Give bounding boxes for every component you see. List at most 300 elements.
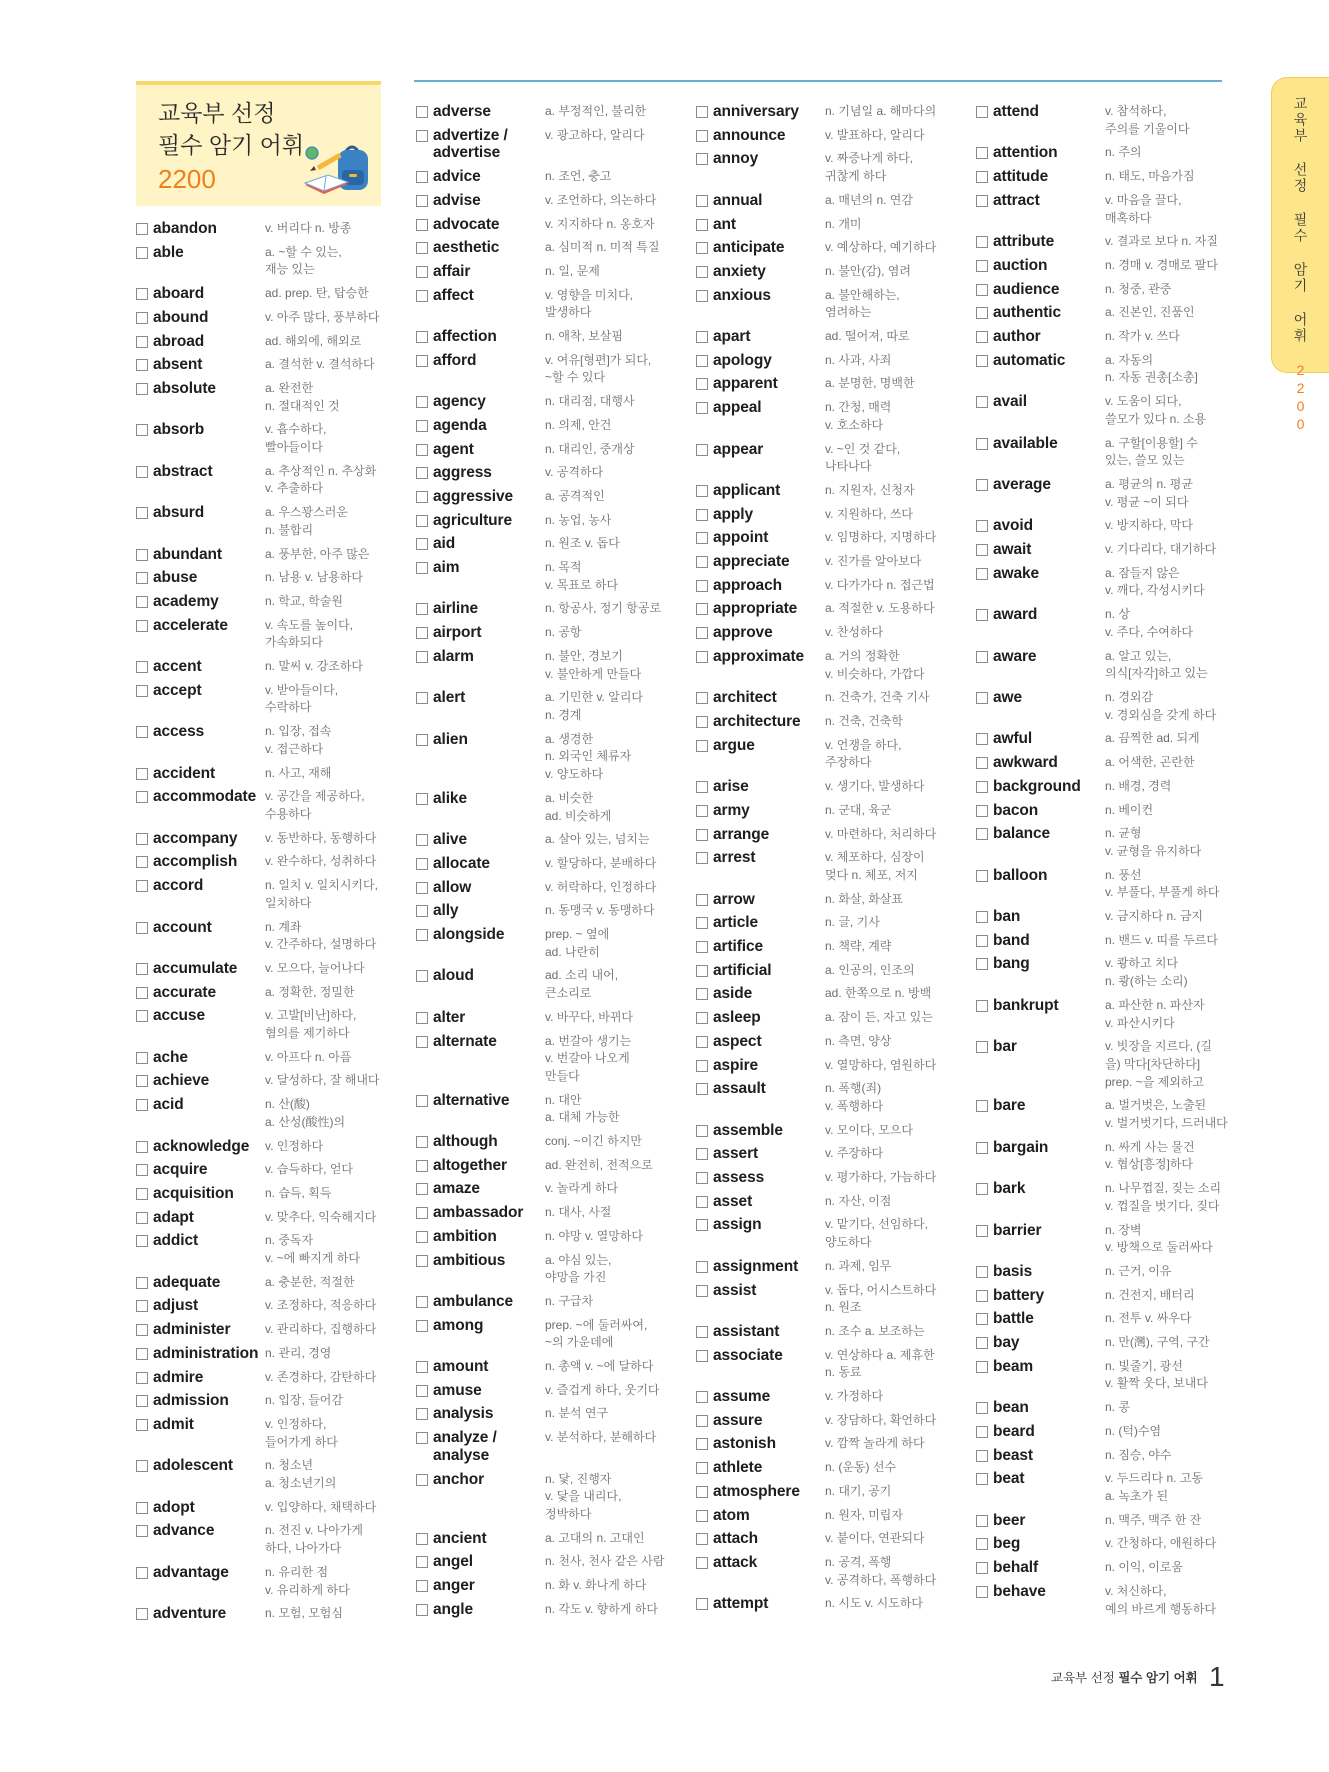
entry-checkbox[interactable]	[136, 466, 148, 478]
entry-checkbox[interactable]	[696, 1148, 708, 1160]
entry-definition	[1105, 476, 1241, 511]
vocab-entry	[416, 1290, 682, 1314]
entry-checkbox[interactable]	[136, 1502, 148, 1514]
entry-checkbox[interactable]	[416, 195, 428, 207]
entry-checkbox[interactable]	[416, 1385, 428, 1397]
entry-checkbox[interactable]	[976, 1361, 988, 1373]
entry-checkbox[interactable]	[696, 1462, 708, 1474]
entry-word: addict	[153, 1232, 199, 1250]
entry-checkbox[interactable]	[416, 130, 428, 142]
entry-checkbox[interactable]	[976, 935, 988, 947]
vocab-entry	[416, 1225, 682, 1249]
entry-checkbox[interactable]	[136, 1164, 148, 1176]
vocab-entry	[696, 100, 962, 124]
entry-definition	[545, 879, 681, 897]
entry-word: aim	[433, 559, 460, 577]
vocab-entry	[416, 556, 682, 597]
entry-checkbox[interactable]	[696, 1012, 708, 1024]
definition-line: v. 임명하다, 지명하다	[825, 530, 937, 545]
vocab-entry	[136, 1602, 402, 1626]
definition-line: v. 평가하다, 가늠하다	[825, 1170, 937, 1185]
entry-checkbox[interactable]	[696, 485, 708, 497]
entry-checkbox[interactable]	[696, 716, 708, 728]
entry-word: astonish	[713, 1435, 776, 1453]
entry-word: audience	[993, 280, 1060, 298]
entry-checkbox[interactable]	[416, 396, 428, 408]
vocab-entry	[976, 1260, 1242, 1284]
definition-line: n. 콩	[1105, 1400, 1130, 1415]
entry-definition	[545, 1009, 681, 1027]
entry-checkbox[interactable]	[136, 1372, 148, 1384]
entry-checkbox[interactable]	[696, 1036, 708, 1048]
entry-checkbox[interactable]	[976, 1515, 988, 1527]
entry-checkbox[interactable]	[416, 627, 428, 639]
definition-line: n. 기념일 a. 해마다의	[825, 104, 937, 118]
entry-checkbox[interactable]	[696, 153, 708, 165]
definition-line: v. 가정하다	[825, 1389, 884, 1404]
entry-checkbox[interactable]	[416, 1474, 428, 1486]
entry-definition	[545, 328, 681, 346]
definition-line: a. 충분한, 적절한	[265, 1274, 355, 1289]
entry-checkbox[interactable]	[136, 1235, 148, 1247]
entry-checkbox[interactable]	[696, 988, 708, 1000]
entry-checkbox[interactable]	[976, 1100, 988, 1112]
entry-checkbox[interactable]	[976, 651, 988, 663]
entry-word: assemble	[713, 1121, 783, 1139]
entry-checkbox[interactable]	[136, 880, 148, 892]
entry-checkbox[interactable]	[696, 266, 708, 278]
entry-checkbox[interactable]	[976, 781, 988, 793]
entry-word: awful	[993, 730, 1033, 748]
entry-checkbox[interactable]	[136, 791, 148, 803]
definition-line: v. 모이다, 모으다	[825, 1122, 913, 1137]
entry-checkbox[interactable]	[416, 1408, 428, 1420]
entry-checkbox[interactable]	[416, 242, 428, 254]
entry-checkbox[interactable]	[976, 1538, 988, 1550]
entry-checkbox[interactable]	[696, 627, 708, 639]
definition-line: v. 양도하다	[545, 767, 604, 782]
entry-checkbox[interactable]	[976, 260, 988, 272]
entry-checkbox[interactable]	[976, 733, 988, 745]
entry-checkbox[interactable]	[976, 828, 988, 840]
entry-checkbox[interactable]	[416, 1556, 428, 1568]
vocab-entry	[136, 1158, 402, 1182]
entry-checkbox[interactable]	[976, 1266, 988, 1278]
entry-checkbox[interactable]	[696, 1172, 708, 1184]
entry-checkbox[interactable]	[416, 1361, 428, 1373]
entry-checkbox[interactable]	[136, 507, 148, 519]
entry-definition	[545, 464, 681, 482]
entry-checkbox[interactable]	[136, 1212, 148, 1224]
entry-definition	[1105, 1470, 1241, 1505]
entry-checkbox[interactable]	[976, 195, 988, 207]
entry-checkbox[interactable]	[976, 147, 988, 159]
entry-checkbox[interactable]	[696, 1326, 708, 1338]
vocab-entry	[976, 1444, 1242, 1468]
entry-checkbox[interactable]	[416, 562, 428, 574]
definition-line: 만들다	[545, 1068, 580, 1083]
definition-line: v. 생기다, 발생하다	[825, 779, 925, 794]
entry-word: aggress	[433, 464, 492, 482]
entry-checkbox[interactable]	[416, 1136, 428, 1148]
entry-checkbox[interactable]	[696, 894, 708, 906]
entry-checkbox[interactable]	[976, 1225, 988, 1237]
entry-checkbox[interactable]	[136, 1525, 148, 1537]
entry-checkbox[interactable]	[416, 420, 428, 432]
entry-checkbox[interactable]	[976, 870, 988, 882]
entry-checkbox[interactable]	[416, 1255, 428, 1267]
entry-checkbox[interactable]	[696, 402, 708, 414]
entry-checkbox[interactable]	[696, 1350, 708, 1362]
entry-checkbox[interactable]	[136, 685, 148, 697]
entry-checkbox[interactable]	[976, 1290, 988, 1302]
entry-definition	[825, 1145, 961, 1163]
entry-checkbox[interactable]	[416, 905, 428, 917]
entry-definition	[545, 263, 681, 281]
entry-checkbox[interactable]	[136, 922, 148, 934]
entry-word: avoid	[993, 517, 1033, 535]
entry-checkbox[interactable]	[416, 1533, 428, 1545]
entry-checkbox[interactable]	[136, 1608, 148, 1620]
entry-checkbox[interactable]	[976, 396, 988, 408]
entry-checkbox[interactable]	[696, 740, 708, 752]
entry-checkbox[interactable]	[976, 692, 988, 704]
entry-checkbox[interactable]	[696, 130, 708, 142]
entry-checkbox[interactable]	[696, 651, 708, 663]
entry-checkbox[interactable]	[416, 515, 428, 527]
definition-line: v. 관리하다, 집행하다	[265, 1322, 377, 1337]
entry-word: anniversary	[713, 103, 799, 120]
entry-checkbox[interactable]	[696, 1060, 708, 1072]
entry-checkbox[interactable]	[696, 509, 708, 521]
definition-line: v. 놀라게 하다	[545, 1181, 619, 1196]
entry-definition	[545, 216, 681, 234]
entry-checkbox[interactable]	[976, 568, 988, 580]
entry-checkbox[interactable]	[416, 171, 428, 183]
entry-checkbox[interactable]	[976, 1450, 988, 1462]
entry-checkbox[interactable]	[976, 1142, 988, 1154]
entry-checkbox[interactable]	[976, 106, 988, 118]
entry-checkbox[interactable]	[136, 856, 148, 868]
entry-checkbox[interactable]	[136, 987, 148, 999]
definition-line: v. 흡수하다,	[265, 422, 327, 437]
vocab-entry	[696, 526, 962, 550]
entry-checkbox[interactable]	[416, 355, 428, 367]
entry-checkbox[interactable]	[416, 858, 428, 870]
entry-checkbox[interactable]	[136, 768, 148, 780]
vocab-entry	[416, 390, 682, 414]
entry-checkbox[interactable]	[416, 538, 428, 550]
entry-checkbox[interactable]	[976, 1473, 988, 1485]
entry-definition	[825, 1459, 961, 1477]
entry-checkbox[interactable]	[696, 331, 708, 343]
entry-checkbox[interactable]	[136, 833, 148, 845]
entry-checkbox[interactable]	[976, 438, 988, 450]
entry-checkbox[interactable]	[136, 963, 148, 975]
entry-definition	[265, 877, 401, 912]
definition-line: n. 모험, 모험심	[265, 1606, 343, 1621]
definition-line: v. 마련하다, 처리하다	[825, 826, 937, 841]
entry-checkbox[interactable]	[696, 580, 708, 592]
entry-checkbox[interactable]	[136, 336, 148, 348]
vocab-entry	[976, 1396, 1242, 1420]
entry-checkbox[interactable]	[696, 692, 708, 704]
entry-checkbox[interactable]	[696, 1557, 708, 1569]
entry-checkbox[interactable]	[696, 290, 708, 302]
entry-checkbox[interactable]	[696, 1598, 708, 1610]
entry-checkbox[interactable]	[136, 661, 148, 673]
entry-checkbox[interactable]	[416, 834, 428, 846]
entry-checkbox[interactable]	[696, 1438, 708, 1450]
definition-line: n. 입장, 접속	[265, 724, 332, 739]
entry-checkbox[interactable]	[696, 444, 708, 456]
entry-checkbox[interactable]	[136, 383, 148, 395]
entry-checkbox[interactable]	[136, 1567, 148, 1579]
entry-checkbox[interactable]	[976, 911, 988, 923]
entry-checkbox[interactable]	[136, 572, 148, 584]
entry-checkbox[interactable]	[416, 603, 428, 615]
entry-checkbox[interactable]	[696, 556, 708, 568]
vocab-entry	[136, 916, 402, 957]
entry-checkbox[interactable]	[136, 1419, 148, 1431]
entry-checkbox[interactable]	[416, 1432, 428, 1444]
entry-checkbox[interactable]	[696, 1196, 708, 1208]
definition-line: a. 잠이 든, 자고 있는	[825, 1010, 933, 1025]
entry-checkbox[interactable]	[136, 359, 148, 371]
definition-line: ad. 소리 내어,	[545, 968, 619, 983]
definition-line: n. 공격, 폭행	[825, 1555, 892, 1569]
vocab-entry	[976, 189, 1242, 230]
entry-word: arrest	[713, 849, 756, 867]
entry-checkbox[interactable]	[976, 1562, 988, 1574]
entry-checkbox[interactable]	[696, 1415, 708, 1427]
definition-line: n. 배경, 경력	[1105, 778, 1172, 793]
entry-checkbox[interactable]	[416, 444, 428, 456]
entry-checkbox[interactable]	[416, 1296, 428, 1308]
entry-checkbox[interactable]	[696, 378, 708, 390]
entry-checkbox[interactable]	[976, 1586, 988, 1598]
entry-checkbox[interactable]	[136, 1324, 148, 1336]
entry-checkbox[interactable]	[416, 1580, 428, 1592]
entry-checkbox[interactable]	[136, 726, 148, 738]
entry-checkbox[interactable]	[416, 1320, 428, 1332]
vocab-entry	[136, 850, 402, 874]
vocab-entry	[696, 213, 962, 237]
entry-checkbox[interactable]	[696, 1219, 708, 1231]
entry-checkbox[interactable]	[696, 532, 708, 544]
entry-word: accomplish	[153, 853, 238, 871]
entry-checkbox[interactable]	[976, 958, 988, 970]
entry-checkbox[interactable]	[976, 1313, 988, 1325]
vocab-entry	[696, 935, 962, 959]
entry-checkbox[interactable]	[416, 1095, 428, 1107]
entry-checkbox[interactable]	[416, 1160, 428, 1172]
entry-checkbox[interactable]	[696, 1391, 708, 1403]
definition-line: v. 균형을 유지하다	[1105, 843, 1202, 858]
entry-word: allocate	[433, 854, 490, 872]
entry-definition	[1105, 257, 1241, 275]
entry-checkbox[interactable]	[696, 1261, 708, 1273]
entry-checkbox[interactable]	[696, 941, 708, 953]
entry-checkbox[interactable]	[136, 247, 148, 259]
entry-checkbox[interactable]	[976, 479, 988, 491]
entry-checkbox[interactable]	[416, 1012, 428, 1024]
entry-checkbox[interactable]	[696, 1285, 708, 1297]
entry-word: ambulance	[433, 1292, 514, 1310]
entry-checkbox[interactable]	[416, 929, 428, 941]
definition-line: v. 참석하다,	[1105, 104, 1167, 118]
entry-checkbox[interactable]	[136, 1010, 148, 1022]
entry-checkbox[interactable]	[416, 106, 428, 118]
entry-word: agency	[433, 393, 486, 411]
entry-word: barrier	[993, 1221, 1042, 1239]
entry-checkbox[interactable]	[696, 917, 708, 929]
entry-checkbox[interactable]	[696, 1486, 708, 1498]
entry-checkbox[interactable]	[976, 355, 988, 367]
entry-checkbox[interactable]	[976, 236, 988, 248]
entry-checkbox[interactable]	[696, 106, 708, 118]
entry-checkbox[interactable]	[696, 1510, 708, 1522]
entry-checkbox[interactable]	[976, 284, 988, 296]
entry-checkbox[interactable]	[416, 882, 428, 894]
definition-line: v. ~에 빠지게 하다	[265, 1251, 361, 1266]
vocab-entry	[416, 621, 682, 645]
entry-checkbox[interactable]	[976, 805, 988, 817]
entry-checkbox[interactable]	[696, 852, 708, 864]
entry-checkbox[interactable]	[976, 331, 988, 343]
definition-line: n. (운동) 선수	[825, 1460, 897, 1475]
entry-checkbox[interactable]	[416, 1207, 428, 1219]
entry-checkbox[interactable]	[136, 549, 148, 561]
definition-line: n. 전투 v. 싸우다	[1105, 1311, 1192, 1326]
entry-checkbox[interactable]	[976, 1000, 988, 1012]
entry-checkbox[interactable]	[696, 1533, 708, 1545]
vocab-entry	[696, 888, 962, 912]
vocab-entry	[416, 923, 682, 964]
entry-checkbox[interactable]	[136, 424, 148, 436]
definition-line: n. 대안	[545, 1092, 582, 1107]
entry-definition	[825, 506, 961, 524]
entry-definition	[265, 421, 401, 456]
entry-checkbox[interactable]	[136, 1075, 148, 1087]
entry-checkbox[interactable]	[976, 1183, 988, 1195]
entry-checkbox[interactable]	[696, 603, 708, 615]
entry-word: attitude	[993, 168, 1049, 186]
vocab-entry	[136, 1294, 402, 1318]
vocab-entry	[416, 686, 682, 727]
definition-line: ad. 완전히, 전적으로	[545, 1157, 653, 1172]
entry-checkbox[interactable]	[416, 491, 428, 503]
entry-checkbox[interactable]	[136, 1188, 148, 1200]
entry-checkbox[interactable]	[696, 1125, 708, 1137]
entry-checkbox[interactable]	[976, 1402, 988, 1414]
entry-checkbox[interactable]	[696, 1083, 708, 1095]
entry-checkbox[interactable]	[976, 1426, 988, 1438]
entry-checkbox[interactable]	[416, 734, 428, 746]
vocab-entry	[136, 353, 402, 377]
entry-checkbox[interactable]	[136, 1300, 148, 1312]
entry-checkbox[interactable]	[136, 223, 148, 235]
entry-checkbox[interactable]	[136, 620, 148, 632]
entry-checkbox[interactable]	[136, 1099, 148, 1111]
entry-checkbox[interactable]	[416, 970, 428, 982]
vocab-entry	[136, 981, 402, 1005]
entry-definition	[265, 1522, 401, 1557]
definition-line: v. 즐겁게 하다, 웃기다	[545, 1382, 660, 1397]
entry-checkbox[interactable]	[136, 1460, 148, 1472]
vocab-entry	[416, 852, 682, 876]
entry-checkbox[interactable]	[696, 965, 708, 977]
entry-checkbox[interactable]	[416, 651, 428, 663]
definition-line: v. 활짝 웃다, 보내다	[1105, 1376, 1208, 1391]
entry-checkbox[interactable]	[976, 307, 988, 319]
entry-word: accurate	[153, 983, 216, 1001]
entry-definition	[825, 938, 961, 956]
top-divider-line	[414, 80, 1222, 82]
entry-checkbox[interactable]	[136, 596, 148, 608]
definition-line: n. 사과, 사죄	[825, 352, 892, 367]
entry-definition	[1105, 1447, 1241, 1465]
entry-checkbox[interactable]	[416, 1231, 428, 1243]
entry-checkbox[interactable]	[696, 242, 708, 254]
entry-checkbox[interactable]	[976, 609, 988, 621]
vocab-entry	[136, 501, 402, 542]
entry-checkbox[interactable]	[416, 266, 428, 278]
entry-checkbox[interactable]	[696, 219, 708, 231]
entry-checkbox[interactable]	[976, 1337, 988, 1349]
entry-checkbox[interactable]	[696, 781, 708, 793]
entry-checkbox[interactable]	[136, 312, 148, 324]
entry-checkbox[interactable]	[416, 290, 428, 302]
entry-checkbox[interactable]	[416, 219, 428, 231]
definition-line: 있는, 쓸모 있는	[1105, 453, 1185, 468]
side-index-tab	[1271, 77, 1329, 434]
entry-definition	[825, 287, 961, 322]
entry-checkbox[interactable]	[976, 520, 988, 532]
definition-line: n. 불합리	[265, 522, 314, 537]
vocab-entry	[416, 509, 682, 533]
entry-checkbox[interactable]	[696, 355, 708, 367]
entry-checkbox[interactable]	[136, 1395, 148, 1407]
entry-checkbox[interactable]	[976, 1041, 988, 1053]
entry-checkbox[interactable]	[416, 1183, 428, 1195]
entry-checkbox[interactable]	[416, 1036, 428, 1048]
entry-definition	[825, 849, 961, 884]
entry-checkbox[interactable]	[416, 1604, 428, 1616]
vocab-entry	[696, 710, 962, 734]
entry-checkbox[interactable]	[976, 171, 988, 183]
vocab-entry	[416, 485, 682, 509]
entry-checkbox[interactable]	[416, 692, 428, 704]
definition-line: a. 거의 정확한	[825, 648, 900, 663]
entry-checkbox[interactable]	[696, 805, 708, 817]
vocab-entry	[696, 574, 962, 598]
entry-checkbox[interactable]	[416, 793, 428, 805]
entry-checkbox[interactable]	[136, 1052, 148, 1064]
entry-checkbox[interactable]	[696, 195, 708, 207]
entry-checkbox[interactable]	[136, 1277, 148, 1289]
entry-checkbox[interactable]	[136, 1141, 148, 1153]
vocab-entry	[976, 905, 1242, 929]
entry-checkbox[interactable]	[136, 288, 148, 300]
entry-checkbox[interactable]	[976, 544, 988, 556]
entry-checkbox[interactable]	[976, 757, 988, 769]
entry-word: administer	[153, 1321, 231, 1339]
entry-checkbox[interactable]	[416, 331, 428, 343]
entry-checkbox[interactable]	[416, 467, 428, 479]
entry-checkbox[interactable]	[136, 1348, 148, 1360]
entry-checkbox[interactable]	[696, 829, 708, 841]
